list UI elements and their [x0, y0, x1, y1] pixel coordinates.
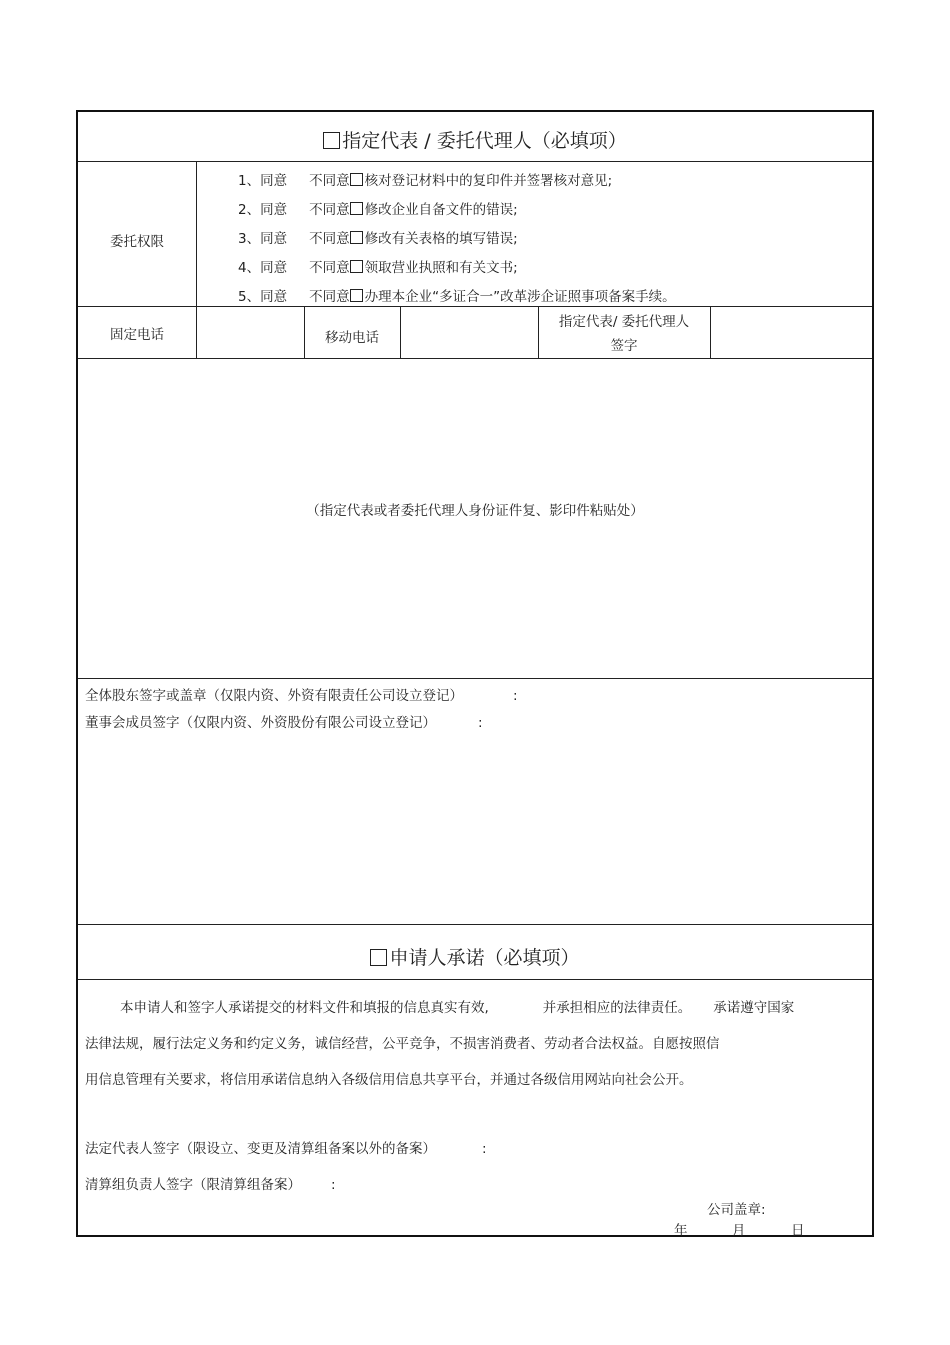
permission-item: 3、同意 不同意 修改有关表格的填写错误;	[238, 231, 518, 247]
permission-checkbox[interactable]	[350, 173, 363, 186]
permission-item: 2、同意 不同意 修改企业自备文件的错误;	[238, 202, 518, 218]
permission-item: 5、同意 不同意 办理本企业“多证合一”改革涉企证照事项备案手续。	[238, 289, 676, 305]
date-day: 日	[791, 1223, 805, 1239]
permission-item: 1、同意 不同意 核对登记材料中的复印件并签署核对意见;	[238, 173, 613, 189]
date-year: 年	[674, 1223, 688, 1239]
mobile-label: 移动电话	[325, 330, 379, 346]
section1-title: 指定代表 / 委托代理人（必填项）	[78, 126, 872, 153]
authority-label: 委托权限	[110, 234, 164, 250]
signature-field[interactable]	[712, 308, 870, 358]
section2-checkbox[interactable]	[370, 949, 387, 966]
commitment-line-3: 用信息管理有关要求，将信用承诺信息纳入各级信用信息共享平台，并通过各级信用网站向社会公开。	[85, 1072, 693, 1088]
permission-checkbox[interactable]	[350, 289, 363, 302]
commitment-line-2: 法律法规，履行法定义务和约定义务，诚信经营，公平竞争，不损害消费者、劳动者合法权益。自愿按照信	[85, 1036, 720, 1052]
company-seal-label: 公司盖章:	[707, 1202, 766, 1218]
mobile-field[interactable]	[402, 308, 536, 358]
landline-field[interactable]	[198, 308, 302, 358]
permission-checkbox[interactable]	[350, 202, 363, 215]
board-sign-label: 董事会成员签字（仅限内资、外资股份有限公司设立登记） :	[85, 715, 483, 731]
commitment-line-1: 本申请人和签字人承诺提交的材料文件和填报的信息真实有效, 并承担相应的法律责任。 承诺遵守国家	[120, 1000, 795, 1016]
section2-title: 申请人承诺（必填项）	[78, 943, 872, 970]
landline-label: 固定电话	[110, 327, 164, 343]
sign-label: 指定代表/ 委托代理人 签字	[558, 314, 690, 354]
legal-rep-sign-label: 法定代表人签字（限设立、变更及清算组备案以外的备案） :	[85, 1141, 487, 1157]
registration-form	[76, 110, 874, 1237]
shareholders-sign-label: 全体股东签字或盖章（仅限内资、外资有限责任公司设立登记） :	[85, 688, 518, 704]
id-paste-area-text: （指定代表或者委托代理人身份证件复、影印件粘贴处）	[306, 503, 644, 519]
permission-checkbox[interactable]	[350, 260, 363, 273]
date-month: 月	[732, 1223, 746, 1239]
permission-item: 4、同意 不同意 领取营业执照和有关文书;	[238, 260, 518, 276]
permission-checkbox[interactable]	[350, 231, 363, 244]
section1-checkbox[interactable]	[323, 132, 340, 149]
liquidation-sign-label: 清算组负责人签字（限清算组备案） :	[85, 1177, 336, 1193]
